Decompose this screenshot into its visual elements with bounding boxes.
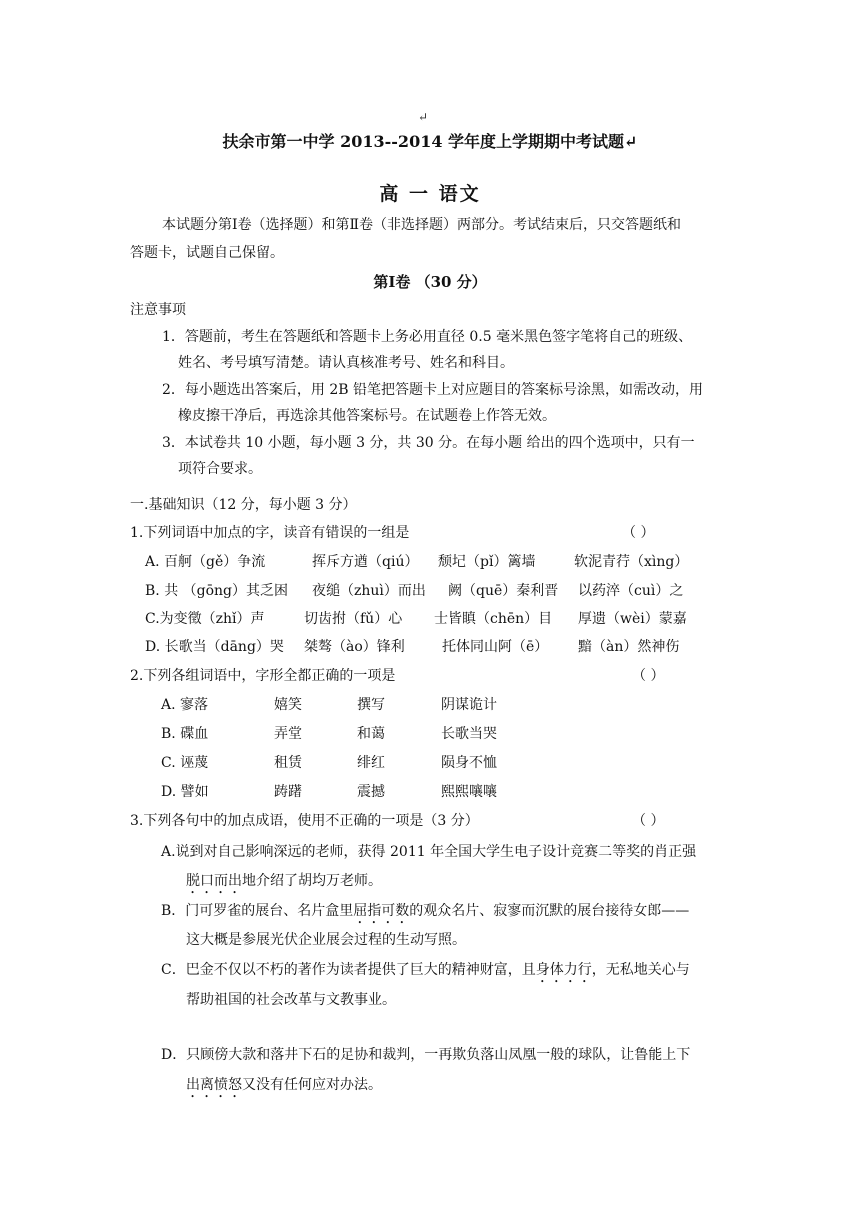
note-3-line-2: 项符合要求。 [178, 461, 262, 477]
q1-option-c-4: 厚遗（wèi）蒙嘉 [578, 611, 687, 627]
q1-option-a-3: 颓圮（pǐ）篱墙 [438, 554, 536, 570]
q2-option-c-1: C. 诬蔑 [161, 755, 209, 771]
q3-option-b-line-2: 这大概是参展光伏企业展会过程的生动写照。 [186, 932, 466, 948]
q3-answer-paren: （ ） [632, 813, 665, 829]
q3-option-a-line-2 [186, 871, 382, 897]
subject-title: 高 一 语文 [379, 183, 481, 205]
q2-stem: 2.下列各组词语中，字形全都正确的一项是 [130, 668, 396, 684]
section-title: 第Ⅰ卷 （30 分） [373, 273, 487, 291]
q1-option-d-3: 托体同山阿（ē） [442, 639, 549, 655]
intro-line-2: 答题卡，试题自己保留。 [130, 245, 284, 261]
q1-option-a-4: 软泥青荇（xìng） [574, 554, 689, 570]
q2-option-c-3: 绯红 [357, 755, 385, 771]
q1-option-a-2: 挥斥方遒（qiú） [312, 554, 419, 570]
q2-option-c-4: 陨身不恤 [441, 755, 497, 771]
intro-line-1: 本试题分第Ⅰ卷（选择题）和第Ⅱ卷（非选择题）两部分。考试结束后，只交答题纸和 [162, 217, 682, 233]
q2-option-a-2: 嬉笑 [274, 697, 302, 713]
q1-option-a-1: A. 百舸（gě）争流 [145, 554, 266, 570]
q2-option-b-1: B. 碟血 [161, 726, 209, 742]
q2-answer-paren: （ ） [632, 668, 665, 684]
q3-option-a-rest: 地介绍了胡均万老师。 [242, 873, 382, 889]
q3-option-d-rest: 又没有任何应对办法。 [242, 1077, 382, 1093]
q2-option-a-3: 撰写 [357, 697, 385, 713]
q1-option-b-2: 夜缒（zhuì）而出 [312, 583, 426, 599]
q1-option-d-2: 桀骜（ào）锋利 [304, 639, 405, 655]
q3-option-d-idiom: 出离愤怒 [186, 1077, 242, 1093]
q2-option-a-4: 阴谋诡计 [441, 697, 497, 713]
q3-option-c-line-2: 帮助祖国的社会改革与文教事业。 [186, 992, 396, 1008]
q3-option-a-line-1: A.说到对自己影响深远的老师，获得 2011 年全国大学生电子设计竞赛二等奖的肖正强 [161, 844, 697, 860]
q2-option-d-3: 震撼 [357, 784, 385, 800]
q2-option-a-1: A. 寥落 [161, 697, 209, 713]
q3-option-c-line-1 [161, 960, 690, 986]
q1-stem: 1.下列词语中加点的字，读音有错误的一组是 [130, 525, 410, 541]
q2-option-c-2: 租赁 [274, 755, 302, 771]
q2-option-d-4: 熙熙嚷嚷 [441, 784, 497, 800]
q1-option-c-3: 士皆瞋（chēn）目 [434, 611, 553, 627]
q1-option-b-1: B. 共 （gōng）其乏困 [145, 583, 289, 599]
q3-option-d-line-2 [186, 1075, 382, 1101]
q3-option-c-post: ，无私地关心与 [591, 962, 690, 978]
q3-option-d-line-1: D．只顾傍大款和落井下石的足协和裁判，一再欺负落山凤凰一般的球队，让鲁能上下 [161, 1047, 691, 1063]
paragraph-mark: ↵ [418, 110, 429, 124]
q2-option-b-2: 弄堂 [274, 726, 302, 742]
exam-title: 扶余市第一中学 2013--2014 学年度上学期期中考试题↵ [222, 132, 638, 151]
q2-option-b-4: 长歌当哭 [441, 726, 497, 742]
note-3-line-1: 3．本试卷共 10 小题，每小题 3 分，共 30 分。在每小题 给出的四个选项中，只有一 [162, 435, 695, 451]
part-1-title: 一.基础知识（12 分，每小题 3 分） [130, 497, 357, 513]
q2-option-d-1: D. 譬如 [161, 784, 209, 800]
q3-option-c-pre: C．巴金不仅以不朽的著作为读者提供了巨大的精神财富，且 [161, 962, 536, 978]
q1-answer-paren: （ ） [622, 525, 655, 541]
note-1-line-2: 姓名、考号填写清楚。请认真核准考号、姓名和科目。 [178, 355, 514, 371]
q2-option-d-2: 踌躇 [274, 784, 302, 800]
q3-option-b-line-1 [161, 901, 689, 927]
note-1-line-1: 1．答题前，考生在答题纸和答题卡上务必用直径 0.5 毫米黑色签字笔将自己的班级、 [162, 329, 693, 345]
q1-option-c-2: 切齿拊（fǔ）心 [304, 611, 403, 627]
notes-heading: 注意事项 [130, 302, 186, 318]
q3-option-a-idiom: 脱口而出 [186, 873, 242, 889]
note-2-line-1: 2．每小题选出答案后，用 2B 铅笔把答题卡上对应题目的答案标号涂黑，如需改动，用 [162, 382, 704, 398]
q3-option-b-idiom: 屈指可数 [353, 903, 410, 919]
q3-option-b-post: 的观众名片、寂寥而沉默的展台接待女郎—— [409, 903, 690, 919]
note-2-line-2: 橡皮擦干净后，再选涂其他答案标号。在试题卷上作答无效。 [178, 408, 556, 424]
q3-option-c-idiom: 身体力行 [535, 962, 592, 978]
q3-stem: 3.下列各句中的加点成语，使用不正确的一项是（3 分） [130, 813, 479, 829]
q1-option-d-4: 黯（àn）然神伤 [578, 639, 680, 655]
q1-option-c-1: C.为变徵（zhǐ）声 [145, 611, 265, 627]
q3-option-b-pre: B．门可罗雀的展台、名片盒里 [161, 903, 354, 919]
q1-option-b-4: 以药淬（cuì）之 [578, 583, 684, 599]
q1-option-d-1: D. 长歌当（dāng）哭 [145, 639, 284, 655]
q2-option-b-3: 和蔼 [357, 726, 385, 742]
q1-option-b-3: 阙（quē）秦利晋 [448, 583, 559, 599]
